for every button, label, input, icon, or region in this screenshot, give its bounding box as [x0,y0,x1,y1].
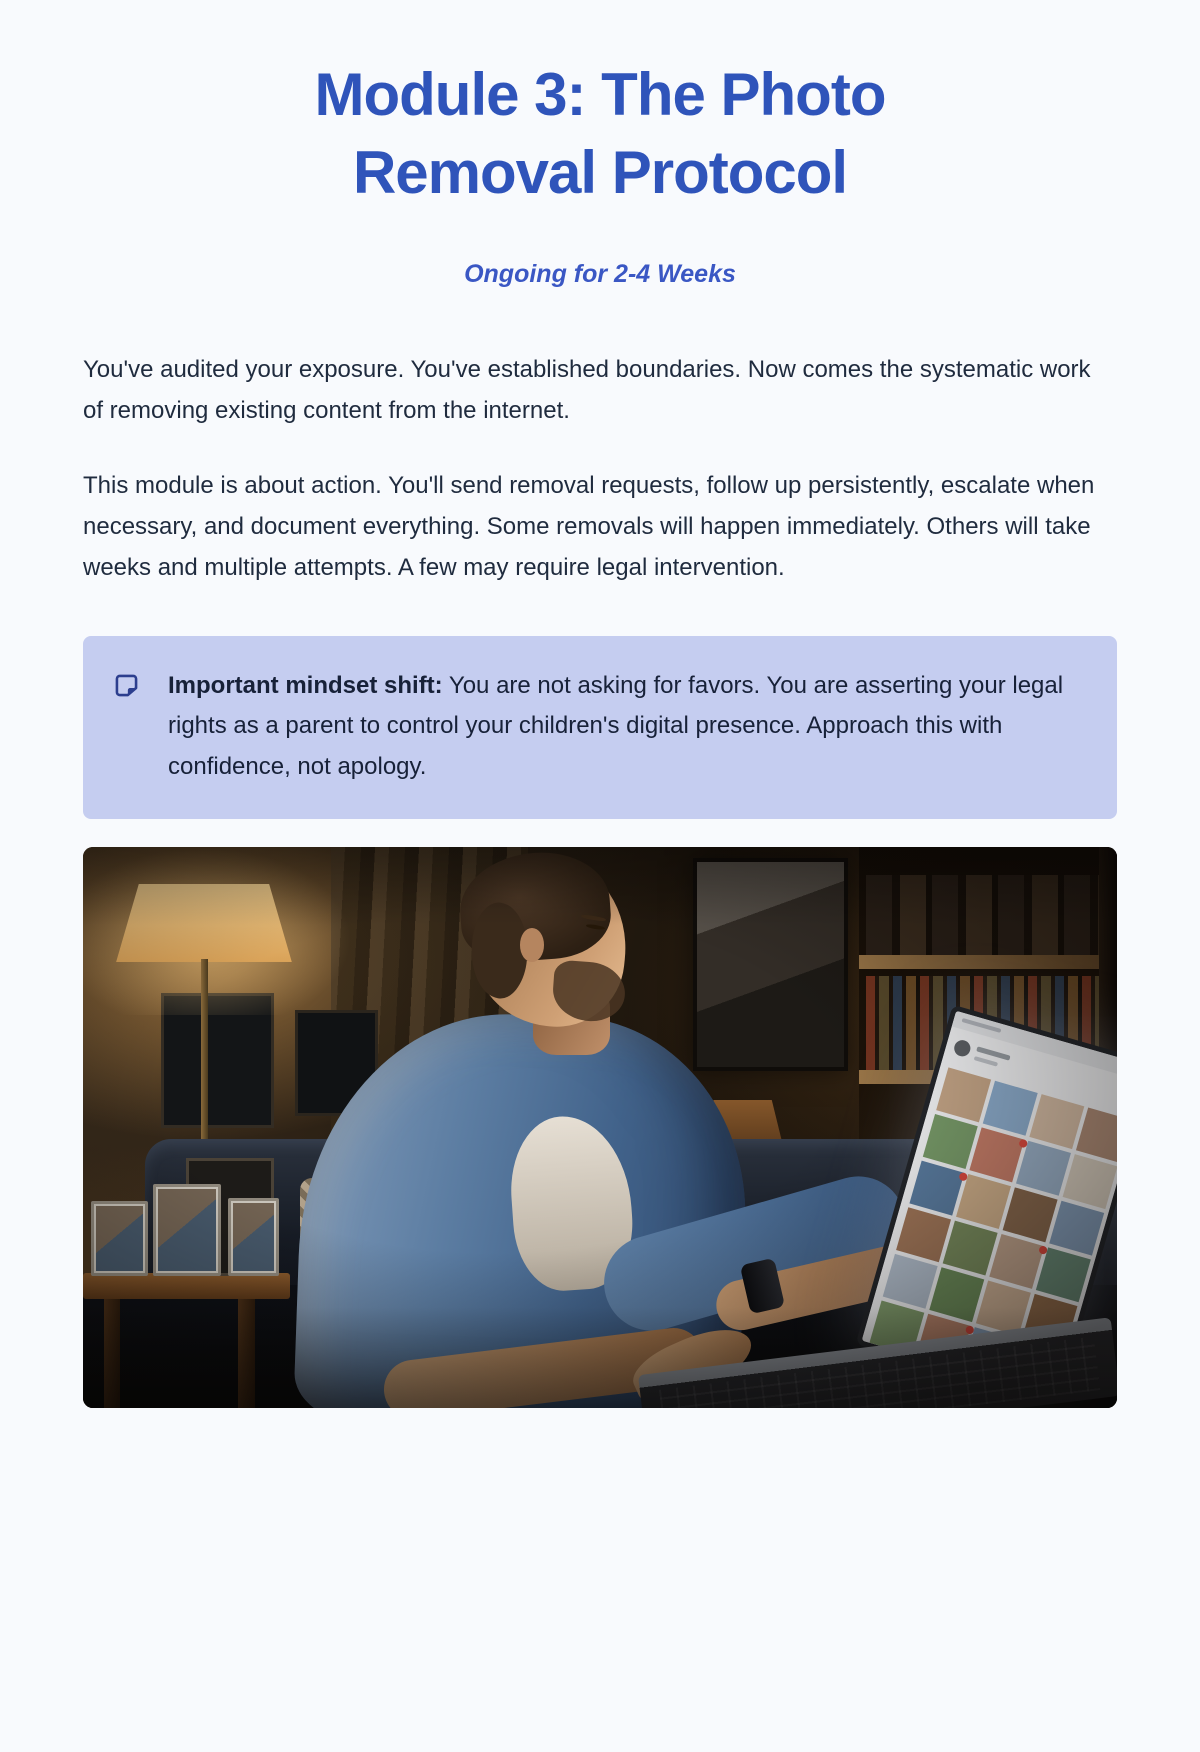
photo-vignette [83,847,1117,1408]
intro-paragraph: You've audited your exposure. You've established boundaries. Now comes the systematic work of removing existing content from the internet. [83,356,1091,425]
content-column [83,56,1117,1408]
article-photo [83,847,1117,1408]
page-title-line-1: Module 3: The Photo [314,61,886,128]
page-title-line-2: Removal Protocol [352,139,848,206]
callout-body-text: You are not asking for favors. You are asserting your legal rights as a parent to control your children's digital presence. Approach this with confidence, not apology. [168,672,1064,780]
callout-bold-label: Important mindset shift: [168,672,443,700]
lesson-page [0,56,1200,1752]
mindset-callout [83,636,1117,819]
callout-text [168,666,1075,787]
duration-subtitle: Ongoing for 2-4 Weeks [464,260,736,288]
note-icon [113,672,140,699]
module-overview-paragraph: This module is about action. You'll send removal requests, follow up persistently, escalate when necessary, and document everything. Some removals will happen immediately. Others will take weeks and multiple attempts. A few may require legal intervention. [83,472,1095,582]
page-title [83,56,1117,212]
